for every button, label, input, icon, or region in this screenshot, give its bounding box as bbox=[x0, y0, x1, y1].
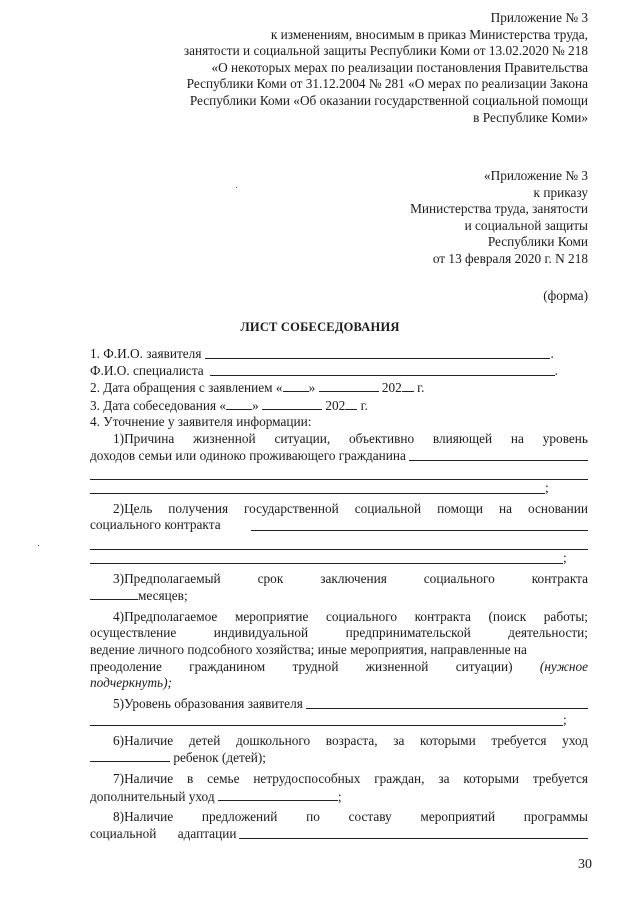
item-4-text: Предполагаемое мероприятие социального контракта (поиск работы; bbox=[124, 608, 588, 624]
item-4-line-5 bbox=[90, 675, 588, 692]
applicant-period: . bbox=[550, 346, 554, 361]
item-1-number: 1) bbox=[113, 430, 125, 446]
item-2-number: 2) bbox=[113, 500, 125, 516]
header-line: Республики Коми от 31.12.2004 № 281 «О мерах по реализации Закона bbox=[186, 76, 588, 92]
header-line: в Республике Коми» bbox=[473, 109, 588, 125]
item-3-months-field[interactable] bbox=[90, 587, 138, 600]
interview-date-label: 3. Дата собеседования « bbox=[90, 397, 227, 413]
applicant-field[interactable] bbox=[205, 346, 550, 359]
item-7-text-2: дополнительный уход bbox=[90, 788, 215, 804]
item-4-number: 4) bbox=[113, 608, 125, 624]
item-3-number: 3) bbox=[113, 570, 125, 586]
item-5-field[interactable] bbox=[306, 696, 588, 709]
specialist-field[interactable] bbox=[210, 363, 555, 376]
item-7-field[interactable] bbox=[218, 788, 338, 801]
item-6-line-2 bbox=[90, 749, 588, 767]
appendix-header bbox=[288, 168, 588, 268]
item-5-field-end[interactable] bbox=[90, 713, 563, 726]
header-line: Республики Коми «Об оказании государственной социальной помощи bbox=[189, 92, 588, 108]
appendix-line: Министерства труда, занятости bbox=[410, 201, 588, 217]
item-7-number: 7) bbox=[113, 771, 125, 787]
item-2-line-1 bbox=[90, 501, 588, 518]
scan-speck bbox=[236, 187, 237, 188]
item-7-line-2 bbox=[90, 788, 588, 806]
item-1-line-2 bbox=[90, 448, 588, 465]
item-1-line-4 bbox=[90, 480, 588, 497]
item-4-line-3: ведение личного подсобного хозяйства; иные мероприятия, направленные на bbox=[90, 641, 527, 657]
item-8-line-1 bbox=[90, 809, 588, 826]
item-2-line-2 bbox=[90, 517, 588, 534]
interview-year-field[interactable] bbox=[345, 397, 357, 410]
appeal-year-prefix: 202 bbox=[381, 380, 402, 396]
item-1-text: Причина жизненной ситуации, объективно влияющей на уровень bbox=[124, 430, 588, 446]
appendix-line: Республики Коми bbox=[487, 234, 588, 250]
amendment-header bbox=[68, 10, 588, 126]
item-6-number: 6) bbox=[113, 732, 125, 748]
item-2-field-end[interactable] bbox=[90, 551, 563, 564]
scan-speck bbox=[38, 545, 39, 546]
item-7-semicolon: ; bbox=[337, 788, 342, 804]
header-line: «О некоторых мерах по реализации постановления Правительства bbox=[211, 59, 588, 75]
item-5-line-1 bbox=[90, 696, 588, 713]
interview-day-field[interactable] bbox=[226, 397, 252, 410]
applicant-label: 1. Ф.И.О. заявителя bbox=[90, 346, 202, 361]
item-4-line-4 bbox=[90, 659, 588, 676]
appeal-month-field[interactable] bbox=[319, 379, 379, 392]
item-5-semicolon: ; bbox=[563, 712, 567, 728]
item-5-number: 5) bbox=[113, 695, 125, 711]
header-line: занятости и социальной защиты Республики Коми от 13.02.2020 № 218 bbox=[183, 43, 588, 59]
page-number: 30 bbox=[578, 857, 592, 872]
form-body bbox=[90, 346, 588, 842]
item-3-line-1 bbox=[90, 571, 588, 588]
item-6-field[interactable] bbox=[90, 749, 170, 762]
form-label: (форма) bbox=[543, 288, 588, 303]
item-4-line-1 bbox=[90, 609, 588, 626]
item-6-text-2: ребенок (детей); bbox=[173, 750, 266, 766]
document-title: ЛИСТ СОБЕСЕДОВАНИЯ bbox=[240, 320, 400, 334]
applicant-row bbox=[90, 346, 588, 363]
item-2-semicolon: ; bbox=[563, 549, 567, 565]
header-line: Приложение № 3 bbox=[490, 10, 588, 25]
interview-month-field[interactable] bbox=[262, 397, 322, 410]
appeal-date-label: 2. Дата обращения с заявлением « bbox=[90, 380, 283, 396]
item-2-field-line[interactable] bbox=[90, 534, 588, 550]
item-8-number: 8) bbox=[113, 809, 125, 825]
specialist-row bbox=[90, 363, 588, 380]
item-2-line-4 bbox=[90, 550, 588, 567]
item-2-text: Цель получения государственной социальной помощи на основании bbox=[124, 500, 588, 516]
item-5-line-2 bbox=[90, 712, 588, 729]
item-8-text: Наличие предложений по составу мероприятий программы bbox=[124, 809, 588, 825]
item-2-field[interactable] bbox=[251, 518, 588, 531]
specialist-label: Ф.И.О. специалиста bbox=[90, 362, 204, 378]
interview-year-prefix: 202 bbox=[325, 397, 346, 413]
item-2-text-2: социального контракта bbox=[90, 517, 221, 533]
appeal-year-suffix: г. bbox=[417, 380, 425, 396]
interview-quote: » bbox=[252, 397, 259, 413]
item-4-line-2: осуществление индивидуальной предпринимательской деятельности; bbox=[90, 625, 588, 641]
item-1-semicolon: ; bbox=[545, 480, 549, 496]
item-3-months: месяцев; bbox=[138, 588, 188, 604]
item-1-line-1 bbox=[90, 431, 588, 448]
item-6-line-1 bbox=[90, 733, 588, 750]
item-8-line-2 bbox=[90, 826, 588, 843]
item-8-text-2: социальной адаптации bbox=[90, 825, 237, 841]
appeal-year-field[interactable] bbox=[402, 379, 414, 392]
clarification-label: 4. Уточнение у заявителя информации: bbox=[90, 414, 312, 430]
appeal-date-row bbox=[90, 379, 588, 397]
interview-year-suffix: г. bbox=[360, 397, 368, 413]
appendix-line: и социальной защиты bbox=[464, 217, 588, 233]
item-4-note: (нужное bbox=[539, 658, 589, 674]
header-line: к изменениям, вносимым в приказ Министерства труда, bbox=[270, 26, 588, 42]
item-7-text: Наличие в семье нетрудоспособных граждан, за которыми требуется bbox=[124, 771, 588, 787]
appeal-day-field[interactable] bbox=[283, 379, 309, 392]
item-3-text: Предполагаемый срок заключения социального контракта bbox=[124, 570, 588, 586]
item-3-line-2 bbox=[90, 587, 588, 605]
item-1-field[interactable] bbox=[409, 448, 588, 461]
specialist-period: . bbox=[554, 362, 559, 378]
item-1-field-end[interactable] bbox=[90, 481, 545, 494]
item-5-text: Уровень образования заявителя bbox=[124, 695, 303, 711]
appendix-line: «Приложение № 3 bbox=[484, 168, 588, 183]
appendix-line: к приказу bbox=[533, 184, 588, 200]
interview-date-row bbox=[90, 397, 588, 415]
item-7-line-1 bbox=[90, 771, 588, 788]
appendix-line: от 13 февраля 2020 г. N 218 bbox=[432, 250, 588, 266]
item-8-field[interactable] bbox=[239, 826, 588, 839]
item-1-field-line[interactable] bbox=[90, 464, 588, 480]
item-4-note-2: подчеркнуть); bbox=[90, 675, 172, 691]
item-1-text-2: доходов семьи или одиноко проживающего гражданина bbox=[90, 447, 406, 463]
appeal-quote: » bbox=[308, 380, 316, 396]
item-4-text-4: преодоление гражданином трудной жизненной ситуации) bbox=[90, 658, 513, 674]
item-6-text: Наличие детей дошкольного возраста, за которыми требуется уход bbox=[124, 732, 588, 748]
